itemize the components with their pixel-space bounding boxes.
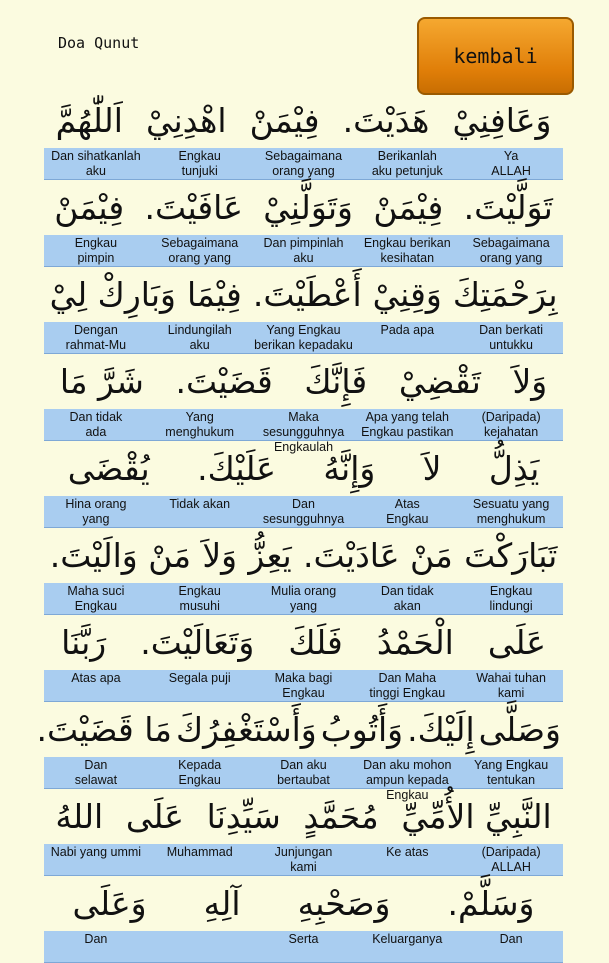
arabic-word: وَبَارِكْ لِيْ <box>49 274 176 314</box>
translation-bar <box>44 583 563 615</box>
arabic-word: يَذِلُّ <box>488 448 540 488</box>
arabic-word: وَأَتُوبُ <box>320 709 404 749</box>
prayer-row <box>44 614 563 701</box>
translation-text: Yang menghukum <box>165 410 235 439</box>
arabic-word: فِيْمَنْ <box>54 187 125 227</box>
translation-text: Dan berkati untukku <box>479 323 544 352</box>
prayer-row <box>44 353 563 454</box>
arabic-word: تَوَلَّيْتَ. <box>463 187 553 227</box>
translation-text: Dan Maha tinggi Engkau <box>369 671 446 700</box>
arabic-line <box>44 527 563 583</box>
prayer-row <box>44 527 563 614</box>
translation-text: Segala puji <box>168 671 231 685</box>
translation-text: Engkau lindungi <box>489 584 533 613</box>
translation-text: Ya ALLAH <box>491 149 531 178</box>
prayer-row <box>44 92 563 179</box>
arabic-word: آلِهِ <box>203 883 241 923</box>
prayer-row <box>44 266 563 353</box>
translation-text: Atas apa <box>71 671 121 685</box>
arabic-word: اَللّٰهُمَّ <box>55 100 123 140</box>
prayer-content <box>36 92 563 957</box>
arabic-word: إِلَيْكَ. <box>407 709 475 749</box>
translation-bar <box>44 931 563 963</box>
arabic-line <box>44 266 563 322</box>
arabic-word: تَبَارَكْتَ <box>464 535 558 575</box>
arabic-word: شَرَّ مَا <box>59 361 144 401</box>
translation-text: Engkau musuhi <box>178 584 221 613</box>
translation-text: Dan sihatkanlah aku <box>51 149 141 178</box>
arabic-word: وَقِنِيْ <box>372 274 442 314</box>
arabic-word: عَلَى <box>125 796 184 836</box>
page-title: Doa Qunut <box>58 34 140 52</box>
arabic-word: مَنْ وَالَيْتَ. <box>49 535 192 575</box>
translation-text: Wahai tuhan kami <box>476 671 546 700</box>
translation-text: Apa yang telah Engkau pastikan <box>361 410 454 439</box>
translation-text: Dengan rahmat-Mu <box>65 323 127 352</box>
arabic-word: اهْدِنِيْ <box>145 100 227 140</box>
arabic-word: مَنْ عَادَيْتَ. <box>303 535 453 575</box>
translation-text: Tidak akan <box>169 497 231 511</box>
arabic-word: عَافَيْتَ. <box>144 187 243 227</box>
translation-text: Dan aku mohon ampun kepada Engkau <box>363 758 452 802</box>
translation-bar <box>44 757 563 802</box>
arabic-word: يَعِزُّ <box>248 535 292 575</box>
translation-text: Ke atas <box>386 845 429 859</box>
prayer-row <box>44 179 563 266</box>
translation-text: Maka bagi Engkau <box>274 671 333 700</box>
translation-text: Lindungilah aku <box>167 323 232 352</box>
arabic-word: وَعَلَى <box>72 883 147 923</box>
translation-text: Dan selawat <box>74 758 118 787</box>
translation-text: Mulia orang yang <box>270 584 337 613</box>
arabic-word: يُقْضَى <box>67 448 150 488</box>
translation-text: Kepada Engkau <box>178 758 222 787</box>
translation-text: Hina orang yang <box>65 497 127 526</box>
translation-bar <box>44 496 563 528</box>
arabic-word: عَلَى <box>487 622 546 662</box>
translation-text: Keluarganya <box>372 932 443 946</box>
arabic-word: بِرَحْمَتِكَ <box>452 274 558 314</box>
prayer-row <box>44 440 563 527</box>
translation-text: Dan tidak ada <box>69 410 123 439</box>
arabic-word: وَتَوَلَّنِيْ <box>263 187 353 227</box>
arabic-line <box>44 353 563 409</box>
arabic-word: مَا قَضَيْتَ. <box>36 709 172 749</box>
translation-text: Sebagaimana orang yang <box>264 149 343 178</box>
arabic-word: وَصَحْبِهِ <box>297 883 391 923</box>
translation-text: Dan sesungguhnya <box>262 497 345 526</box>
translation-text: Engkau pimpin <box>74 236 118 265</box>
translation-bar <box>44 235 563 267</box>
translation-bar <box>44 844 563 876</box>
translation-text: Nabi yang ummi <box>50 845 142 859</box>
translation-text: Atas Engkau <box>386 497 429 526</box>
arabic-word: سَيِّدِنَا <box>206 796 281 836</box>
arabic-word: وَإِنَّهُ <box>323 448 376 488</box>
arabic-word: فِيْمَنْ <box>373 187 444 227</box>
translation-text: Dan tidak akan <box>380 584 434 613</box>
back-button[interactable]: kembali <box>417 17 574 95</box>
translation-text: Muhammad <box>166 845 233 859</box>
arabic-line <box>44 440 563 496</box>
translation-text: Dan <box>84 932 108 946</box>
translation-bar <box>44 322 563 354</box>
translation-text: Dan <box>499 932 523 946</box>
translation-text: (Daripada) ALLAH <box>481 845 541 874</box>
arabic-word: رَبَّنَا <box>61 622 107 662</box>
translation-bar <box>44 409 563 454</box>
arabic-word: فَلَكَ <box>288 622 343 662</box>
translation-text: (Daripada) kejahatan <box>481 410 541 439</box>
arabic-word: النَّبِيِّ الأُمِّيِّ <box>401 796 552 836</box>
translation-text: Dan pimpinlah aku <box>263 236 344 265</box>
arabic-line <box>44 875 563 931</box>
app-header <box>0 0 609 92</box>
translation-bar <box>44 670 563 702</box>
translation-text: Sesuatu yang menghukum <box>472 497 550 526</box>
translation-text: Dan aku bertaubat <box>277 758 330 787</box>
arabic-line <box>44 614 563 670</box>
arabic-word: وَسَلَّمْ. <box>447 883 535 923</box>
translation-text: Junjungan kami <box>274 845 333 874</box>
arabic-word: الْحَمْدُ <box>376 622 454 662</box>
arabic-word: فِيْمَنْ <box>249 100 320 140</box>
arabic-word: أَعْطَيْتَ. <box>252 274 362 314</box>
arabic-line <box>44 92 563 148</box>
arabic-word: عَلَيْكَ. <box>197 448 276 488</box>
translation-text: Engkau berikan kesihatan <box>363 236 451 265</box>
translation-text: Berikanlah aku petunjuk <box>371 149 443 178</box>
translation-text: Sebagaimana orang yang <box>472 236 550 265</box>
translation-text <box>148 931 252 962</box>
arabic-word: مُحَمَّدٍ <box>303 796 379 836</box>
translation-text: Yang Engkau tentukan <box>474 758 549 787</box>
translation-bar <box>44 148 563 180</box>
arabic-line <box>44 179 563 235</box>
arabic-word: وَصَلَّى <box>478 709 561 749</box>
translation-text: Serta <box>288 932 319 946</box>
arabic-word: لاَ <box>422 448 442 488</box>
arabic-word: قَضَيْتَ. <box>175 361 273 401</box>
arabic-word: وَأَسْتَغْفِرُكَ <box>175 709 317 749</box>
translation-text: Yang Engkau berikan kepadaku <box>254 323 353 352</box>
arabic-word: اللهُ <box>55 796 104 836</box>
prayer-row <box>44 875 563 957</box>
arabic-word: تَقْضِيْ <box>398 361 481 401</box>
arabic-word: وَعَافِنِيْ <box>452 100 552 140</box>
translation-text: Maka sesungguhnya Engkaulah <box>262 410 345 454</box>
prayer-row <box>44 788 563 875</box>
arabic-line <box>36 701 563 757</box>
arabic-word: هَدَيْتَ. <box>342 100 430 140</box>
arabic-word: وَلاَ <box>202 535 238 575</box>
arabic-word: وَلاَ <box>512 361 548 401</box>
prayer-row <box>36 701 563 802</box>
arabic-line <box>44 788 563 844</box>
arabic-word: فَإِنَّكَ <box>304 361 368 401</box>
translation-text: Pada apa <box>380 323 435 337</box>
arabic-word: وَتَعَالَيْتَ. <box>140 622 255 662</box>
translation-text: Engkau tunjuki <box>178 149 221 178</box>
translation-text: Maha suci Engkau <box>67 584 125 613</box>
translation-text: Sebagaimana orang yang <box>161 236 239 265</box>
arabic-word: فِيْمَا <box>186 274 242 314</box>
